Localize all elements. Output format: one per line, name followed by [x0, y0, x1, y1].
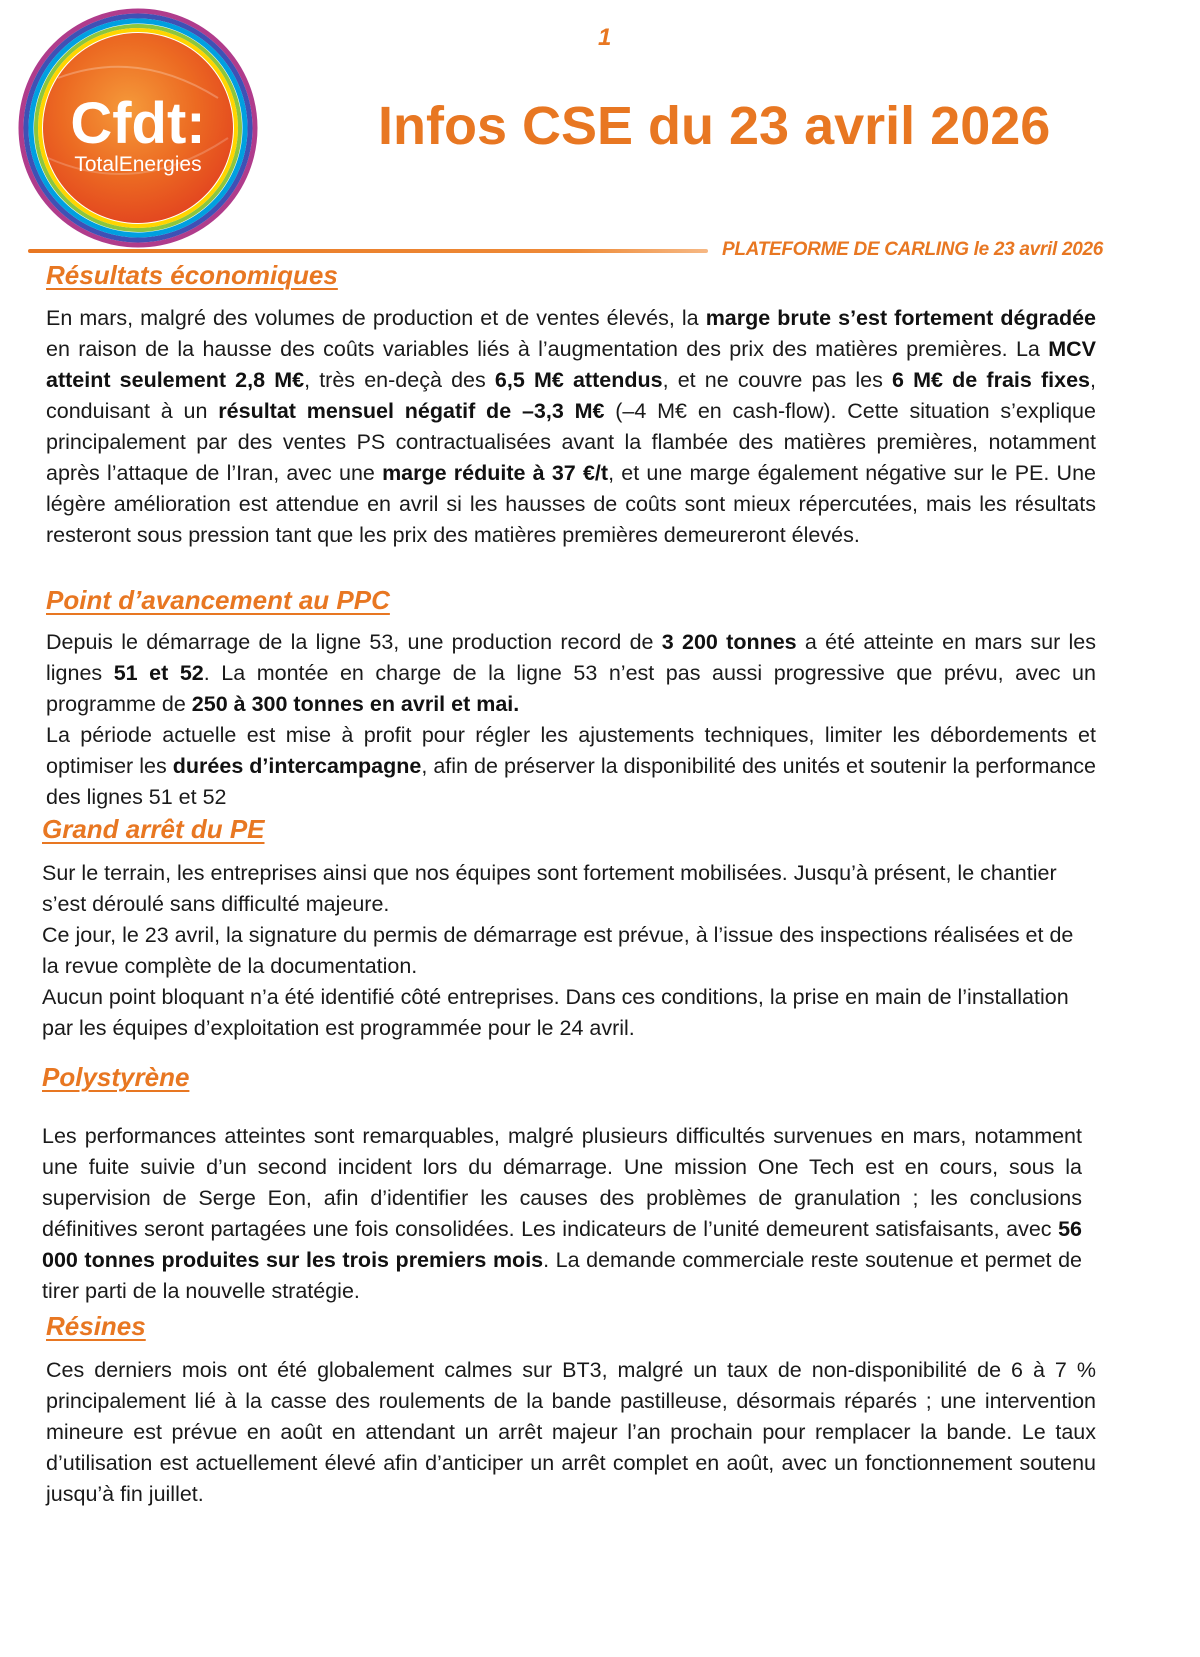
text-run: Aucun point bloquant n’a été identifié côté entreprises. Dans ces conditions, la prise en main de l’installation par les équipes d’exploitation est programmée pour le 24 avril.	[42, 985, 1069, 1040]
paragraph	[46, 303, 1096, 551]
text-run: en raison de la hausse des coûts variables liés à l’augmentation des prix des matières premières. La	[46, 337, 1049, 361]
section-body	[46, 627, 1096, 813]
text-run: , afin de préserver la disponibilité des unités et soutenir la performance des lignes 51 et 52	[46, 754, 1096, 809]
section-heading: Polystyrène	[42, 1062, 190, 1092]
section-heading: Point d’avancement au PPC	[46, 585, 390, 615]
paragraph	[46, 627, 1096, 720]
header-divider	[28, 249, 708, 253]
page-title: Infos CSE du 23 avril 2026	[378, 96, 1051, 156]
text-run: , très en-deçà des	[304, 368, 495, 392]
paragraph	[46, 720, 1096, 813]
platform-date-line: PLATEFORME DE CARLING le 23 avril 2026	[722, 239, 1104, 260]
text-run: En mars, malgré des volumes de production et de ventes élevés, la	[46, 306, 706, 330]
bold-text: 56 000 tonnes produites sur les trois premiers mois	[42, 1217, 1082, 1272]
text-run: . La demande commerciale reste soutenue et permet de tirer parti de la nouvelle stratégie.	[42, 1248, 1082, 1303]
section-heading: Grand arrêt du PE	[42, 814, 265, 844]
section-body	[42, 858, 1082, 1044]
paragraph	[42, 920, 1082, 982]
page-number: 1	[598, 24, 612, 51]
section-heading: Résultats économiques	[46, 260, 338, 290]
text-run: (–4 M€ en cash-flow). Cette situation s’explique principalement par des ventes PS contractualisées avant la flambée des matières premières, notamment après l’attaque de l’Iran, avec une	[46, 399, 1096, 485]
bold-text: durées d’intercampagne	[172, 754, 422, 778]
paragraph	[46, 1355, 1096, 1510]
text-run: Ces derniers mois ont été globalement calmes sur BT3, malgré un taux de non-disponibilité de 6 à 7 % principalement lié à la casse des roulements de la bande pastilleuse, désormais réparés ; une intervention mineure est prévue en août en attendant un arrêt majeur l’an prochain pour remplacer la bande. Le taux d’utilisation est actuellement élevé afin d’anticiper un arrêt complet en août, avec un fonctionnement soutenu jusqu’à fin juillet.	[46, 1358, 1096, 1506]
text-run: Ce jour, le 23 avril, la signature du permis de démarrage est prévue, à l’issue des inspections réalisées et de la revue complète de la documentation.	[42, 923, 1074, 978]
text-run: , conduisant à un	[46, 368, 1096, 423]
bold-text: marge réduite à 37 €/t	[382, 461, 609, 485]
bold-text: marge brute s’est fortement dégradée	[705, 306, 1096, 330]
bold-text: 6,5 M€ attendus	[494, 368, 663, 392]
bold-text: résultat mensuel négatif de –3,3 M€	[218, 399, 605, 423]
section-heading: Résines	[46, 1311, 146, 1341]
section-body	[42, 1121, 1082, 1307]
text-run: La période actuelle est mise à profit pour régler les ajustements techniques, limiter les débordements et optimiser les	[46, 723, 1096, 778]
bold-text: 250 à 300 tonnes en avril et mai.	[191, 692, 520, 716]
section-body	[46, 303, 1096, 551]
cfdt-totalenergies-logo	[18, 8, 258, 248]
bold-text: 51 et 52	[113, 661, 204, 685]
paragraph	[42, 982, 1082, 1044]
text-run: a été atteinte en mars sur les lignes	[46, 630, 1096, 685]
text-run: Depuis le démarrage de la ligne 53, une production record de	[46, 630, 662, 654]
paragraph	[42, 858, 1082, 920]
text-run: Sur le terrain, les entreprises ainsi que nos équipes sont fortement mobilisées. Jusqu’à présent, le chantier s’est déroulé sans difficulté majeure.	[42, 861, 1057, 916]
section-resines	[46, 1311, 1096, 1510]
section-body	[46, 1355, 1096, 1510]
section-point-avancement-ppc	[46, 585, 1096, 813]
section-grand-arret-pe	[42, 814, 1082, 1044]
paragraph	[42, 1121, 1082, 1307]
text-run: , et une marge également négative sur le PE. Une légère amélioration est attendue en avril si les hausses de coûts sont mieux répercutées, mais les résultats resteront sous pression tant que les prix des matières premières demeureront élevés.	[46, 461, 1096, 547]
bold-text: 6 M€ de frais fixes	[892, 368, 1091, 392]
section-polystyrene	[42, 1062, 1082, 1307]
logo-main-text: Cfdt:	[70, 91, 206, 156]
text-run: , et ne couvre pas les	[662, 368, 893, 392]
bold-text: MCV atteint seulement 2,8 M€	[46, 337, 1096, 392]
text-run: . La montée en charge de la ligne 53 n’est pas aussi progressive que prévu, avec un programme de	[46, 661, 1096, 716]
logo-sub-text: TotalEnergies	[74, 153, 202, 176]
bold-text: 3 200 tonnes	[661, 630, 797, 654]
section-resultats-economiques	[46, 260, 1096, 551]
text-run: Les performances atteintes sont remarquables, malgré plusieurs difficultés survenues en mars, notamment une fuite suivie d’un second incident lors du démarrage. Une mission One Tech est en cours, sous la supervision de Serge Eon, afin d’identifier les causes des problèmes de granulation ; les conclusions définitives seront partagées une fois consolidées. Les indicateurs de l’unité demeurent satisfaisants, avec	[42, 1124, 1082, 1241]
